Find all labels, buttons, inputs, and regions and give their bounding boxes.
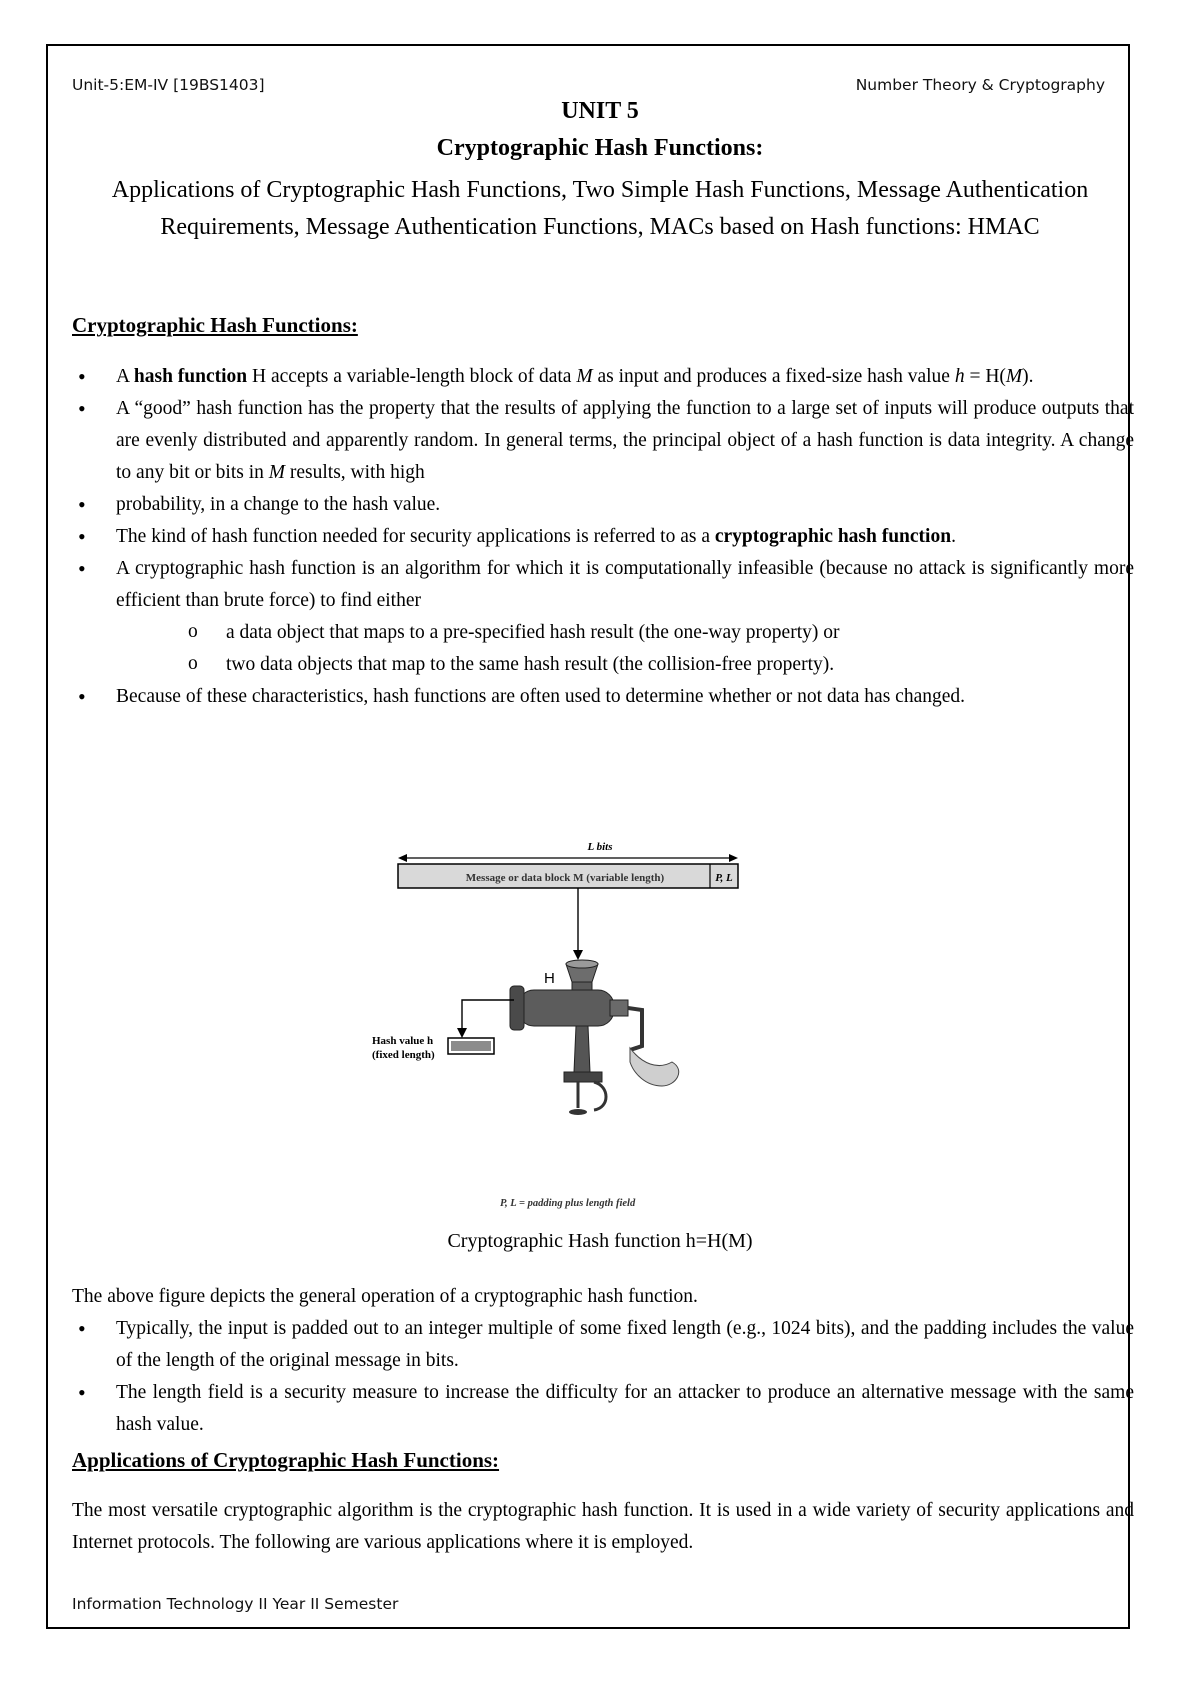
unit-title: UNIT 5 [561,98,639,124]
padding-bullets [72,1313,1134,1441]
section-heading-hash-functions: Cryptographic Hash Functions: [72,313,358,337]
text: A [116,366,134,387]
text: = H( [964,366,1006,387]
h-label: H [544,970,555,987]
unit-topics: Applications of Cryptographic Hash Functions, Two Simple Hash Functions, Message Authentication Requirements, Message Authentication Functions, MACs based on Hash functions: HMAC [111,177,1089,240]
bits-arrow-right-head [729,854,738,862]
text: . [951,526,956,547]
list-item: • Typically, the input is padded out to an integer multiple of some fixed length (e.g., 1024 bits), and the padding includes the value of the length of the original message in bits. [72,1313,1134,1377]
list-item [72,393,1134,489]
sub-list [116,617,1134,681]
italic-var: M [268,462,285,483]
text: A cryptographic hash function is an algorithm for which it is computationally infeasible (because no attack is significantly more efficient than brute force) to find either [116,558,1134,611]
figure-description: The above figure depicts the general operation of a cryptographic hash function. [72,1286,698,1307]
hash-function-bullets [72,361,1134,713]
output-arrow [462,1000,514,1032]
sub-list-item: o a data object that maps to a pre-specified hash result (the one-way property) or [116,617,1134,649]
header-right: Number Theory & Cryptography [855,76,1105,94]
text: H accepts a variable-length block of data [247,366,577,387]
header-left: Unit-5:EM-IV [19BS1403] [72,76,265,94]
figure-legend: P, L = padding plus length field [500,1198,636,1209]
italic-var: h [954,366,965,387]
text: A “good” hash function has the property that the results of applying the function to a large set of inputs will produce outputs that are evenly distributed and apparently random. In general terms, the principal object of a hash function is data integrity. A change to any bit or bits in [116,398,1134,483]
italic-var: M [576,366,593,387]
text: as input and produces a fixed-size hash value [592,366,955,387]
figure-caption: Cryptographic Hash function h=H(M) [447,1230,753,1252]
hash-function-figure [372,836,820,1209]
list-item: • Because of these characteristics, hash functions are often used to determine whether or not data has changed. [72,681,1134,713]
sub-list-item: o two data objects that map to the same hash result (the collision-free property). [116,649,1134,681]
list-item: • probability, in a change to the hash value. [72,489,1134,521]
message-block-label: Message or data block M (variable length) [465,872,665,884]
bits-label: L bits [587,841,613,853]
output-arrow-head [457,1028,467,1038]
hash-value-fill [451,1041,491,1051]
bold-term: hash function [133,366,248,387]
section-heading-applications: Applications of Cryptographic Hash Functions: [72,1448,500,1472]
hash-value-sublabel: (fixed length) [372,1049,435,1061]
text: results, with high [285,462,425,483]
unit-subtitle: Cryptographic Hash Functions: [436,135,764,161]
italic-var: M [1005,366,1023,387]
list-item [72,521,1134,553]
list-item [72,361,1134,393]
text: ). [1022,366,1034,387]
input-arrow-head [573,950,583,960]
hash-value-label: Hash value h [372,1035,434,1047]
list-item [72,553,1134,681]
applications-paragraph: The most versatile cryptographic algorithm is the cryptographic hash function. It is used in a wide variety of security applications and Internet protocols. The following are various applications where it is employed. [72,1500,1134,1553]
bold-term: cryptographic hash function [714,526,952,547]
text: The kind of hash function needed for security applications is referred to as a [116,526,715,547]
list-item: • The length field is a security measure to increase the difficulty for an attacker to produce an alternative message with the same hash value. [72,1377,1134,1441]
meat-grinder-icon [510,960,679,1115]
page-footer: Information Technology II Year II Semester [72,1595,399,1613]
bits-arrow-left-head [398,854,407,862]
pl-label: P, L [715,872,733,884]
